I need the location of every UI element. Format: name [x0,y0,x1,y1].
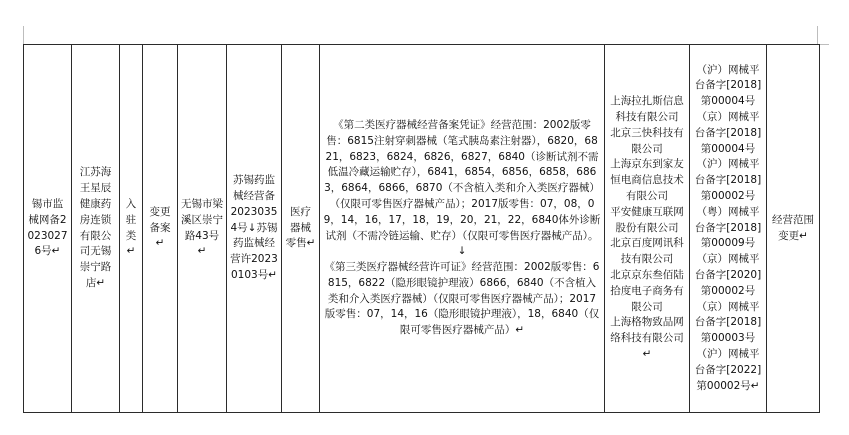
remark-cell: 经营范围变更↵ [767,45,820,413]
registration-table [23,44,820,413]
crop-mark-top-right-vertical [817,26,818,44]
license-numbers-cell: 苏锡药监械经营备20230354号↓苏锡药监械经营许20230103号↵ [227,45,282,413]
company-name-cell: 江苏海王星辰健康药房连锁有限公司无锡崇宁路店↵ [72,45,120,413]
table-row [24,45,820,413]
permit-number-cell: 锡市监械网备20230276号↵ [24,45,72,413]
business-category-cell: 医疗器械零售↵ [282,45,320,413]
crop-mark-top-left [23,26,24,44]
business-scope-cell [320,45,605,413]
address-cell: 无锡市梁溪区崇宁路43号↵ [178,45,227,413]
change-type-cell: 入驻类↵ [120,45,143,413]
scope-class-three: 《第三类医疗器械经营许可证》经营范围：2002版零售：6815，6822（隐形眼镜护理液）6866，6840（不含植入类和介入类医疗器械）（仅限可零售医疗器械产品）；2017版零售：07，14，16（隐形眼镜护理液），18，6840（仅限可零售医疗器械产品）↵ [324,261,600,337]
platform-companies-cell: 上海拉扎斯信息科技有限公司 北京三快科技有限公司 上海京东到家友恒电商信息技术有限公司 平安健康互联网股份有限公司 北京百度网讯科技有限公司 北京京东叁佰陆拾度电子商务有限公司 上海格物致品网络科技有限公司↵ [605,45,690,413]
platform-record-numbers-cell: （沪）网械平台备字[2018]第00004号 （京）网械平台备字[2018]第00004号 （沪）网械平台备字[2018]第00002号 （粤）网械平台备字[2018]第00009号 （京）网械平台备字[2020]第00002号 （京）网械平台备字[2018]第00003号 （沪）网械平台备字[2022]第00002号↵ [690,45,767,413]
scope-class-two: 《第二类医疗器械经营备案凭证》经营范围：2002版零售：6815注射穿刺器械（笔式胰岛素注射器），6820，6821，6823，6824，6826，6827，6840（诊断试剂不需低温冷藏运输贮存），6841，6854，6856，6858，6863，6864，6866，6870（不含植入类和介入类医疗器械）（仅限可零售医疗器械产品）；2017版零售：07，08，09，14，16，17，18，19，20，21，22，6840体外诊断试剂（不需冷链运输、贮存）（仅限可零售医疗器械产品）。↓ [323,118,601,258]
change-item-cell: 变更备案↵ [143,45,178,413]
